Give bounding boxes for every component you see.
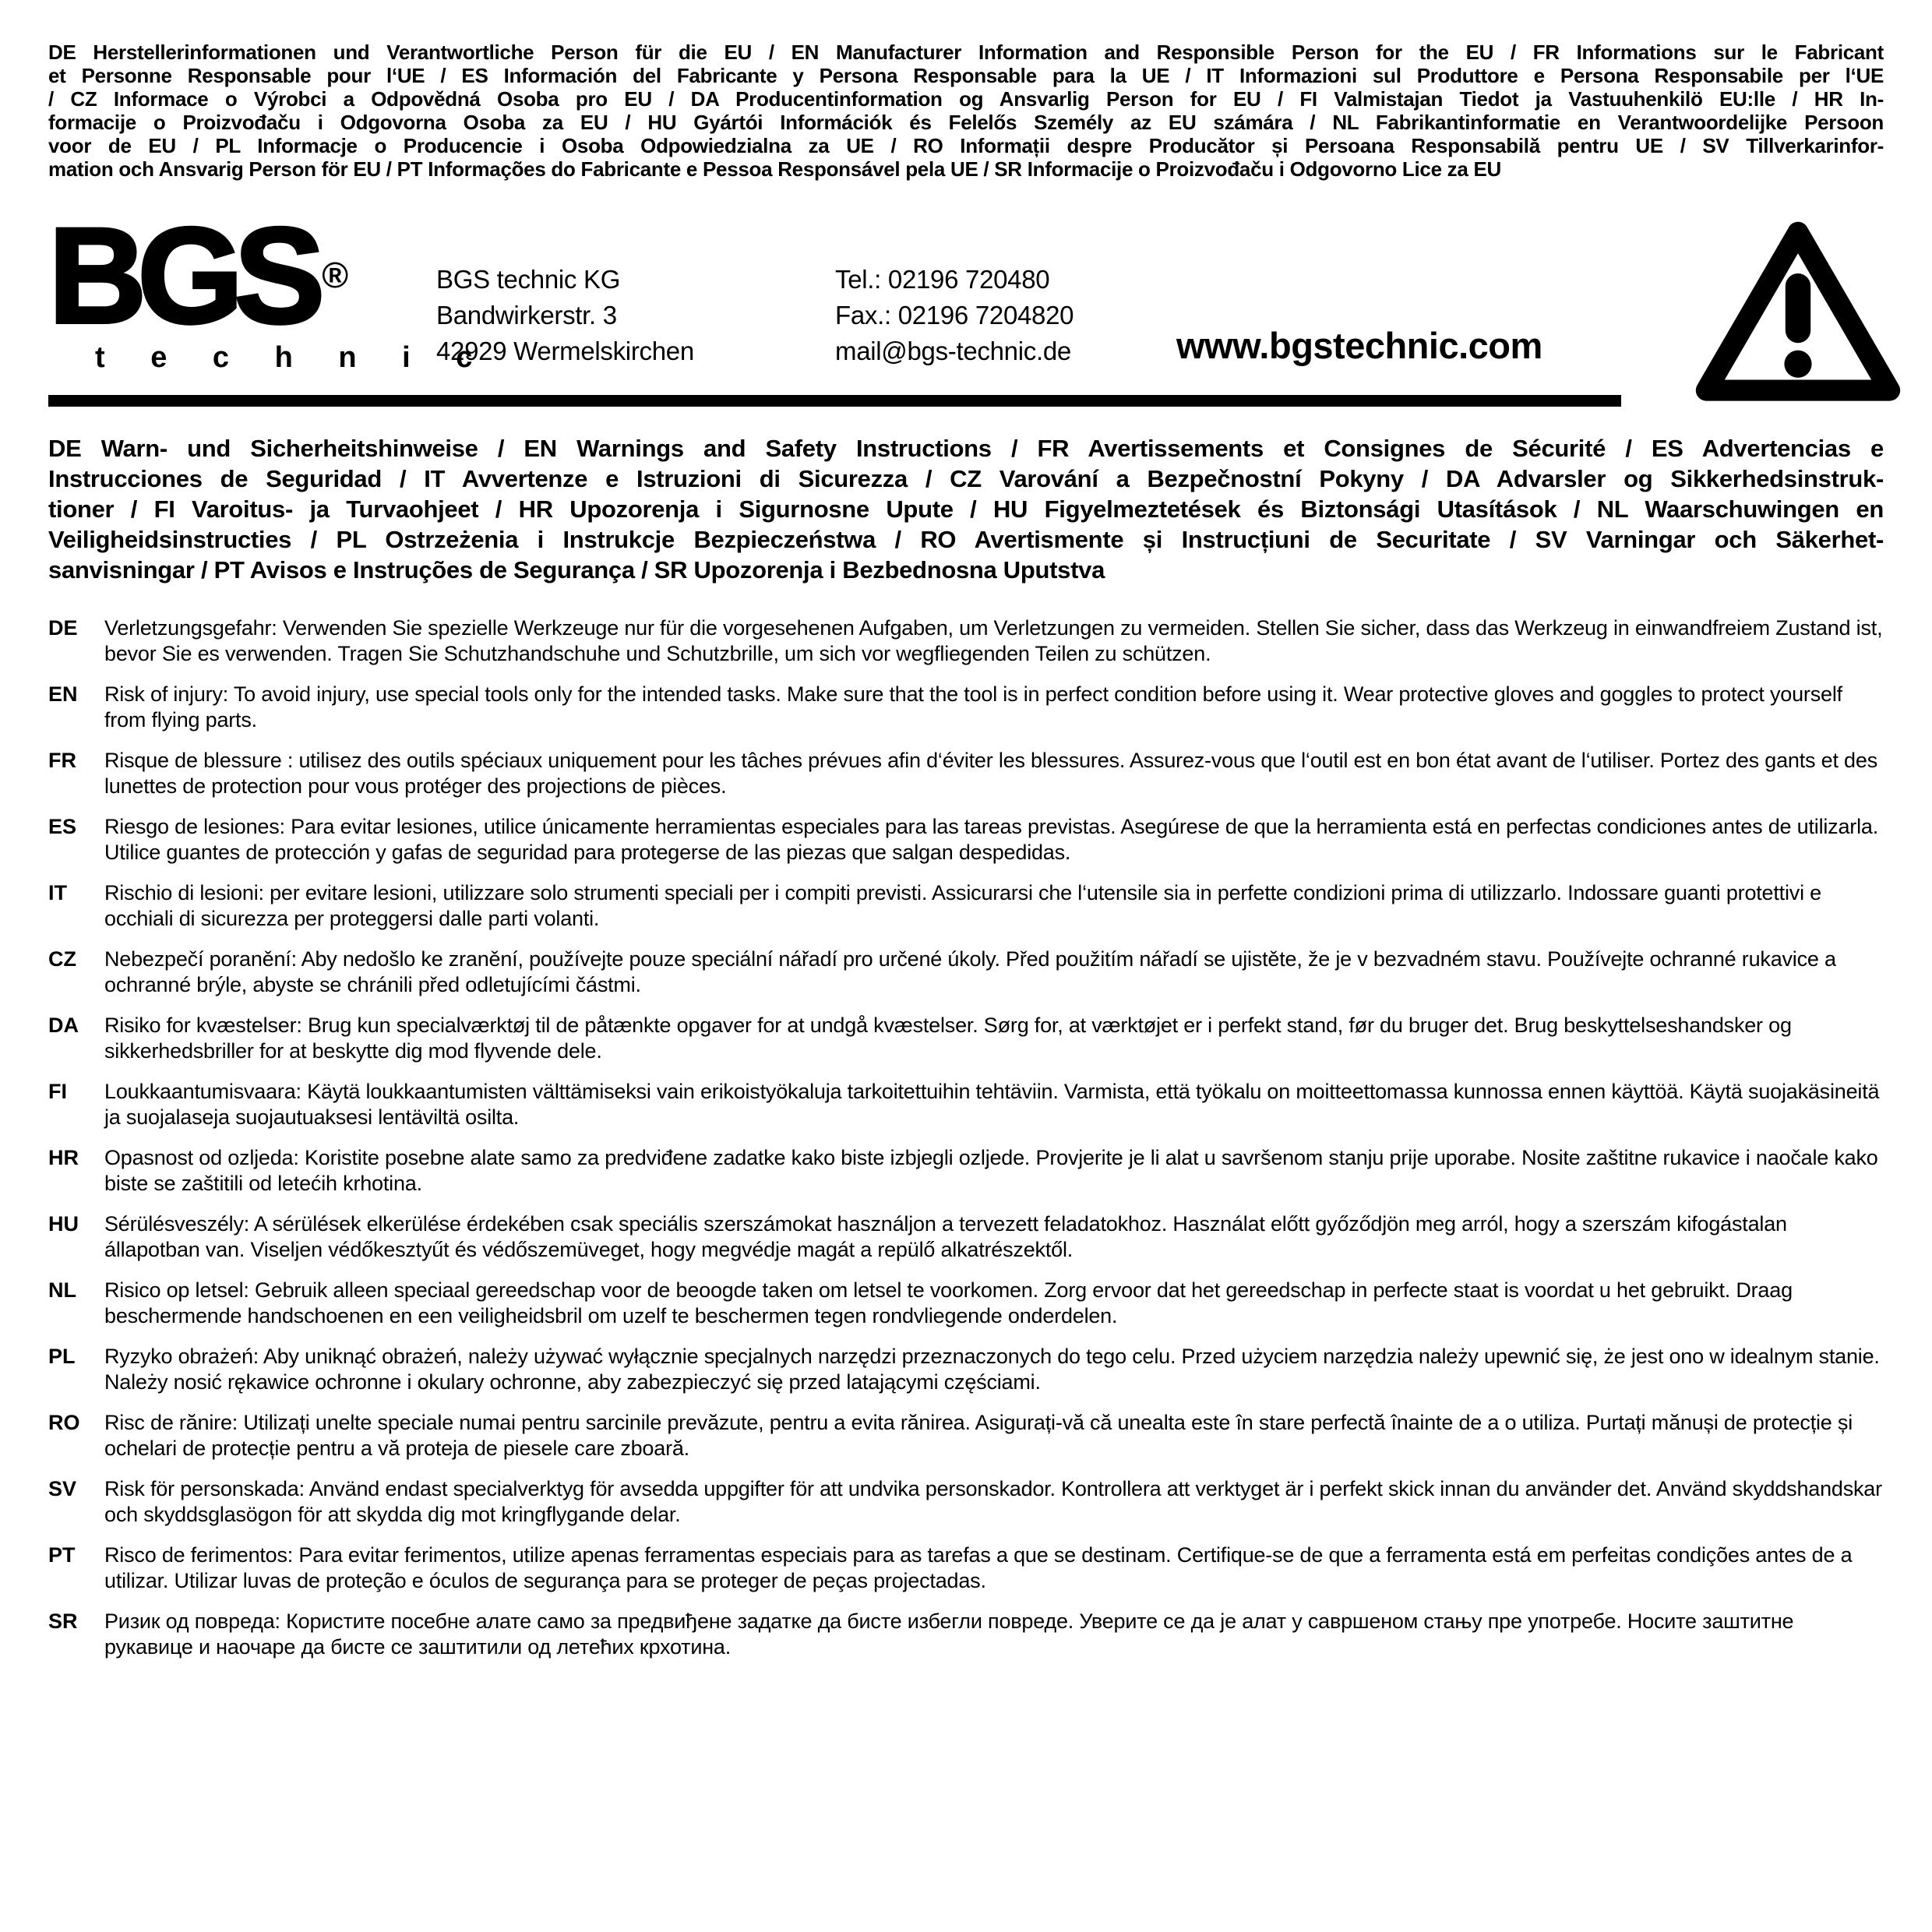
warning-item [48,1278,1884,1329]
website-url: www.bgstechnic.com [1176,325,1542,366]
language-code: IT [48,881,67,904]
warnings-header [48,433,1884,585]
warning-text: Risco de ferimentos: Para evitar ferimentos, utilize apenas ferramentas especiais para as tarefas a que se destinam. Certifique-se de que a ferramenta está em perfeitas condições antes de a utilizar. Utilizar luvas de proteção e óculos de segurança para se proteger de peças projectadas. [104,1543,1853,1592]
warning-text: Risiko for kvæstelser: Brug kun specialværktøj til de påtænkte opgaver for at undgå kvæstelser. Sørg for, at værktøjet er i perfekt stand, før du bruger det. Brug beskyttelseshandsker og sikkerhedsbriller for at beskytte dig mod flyvende dele. [104,1014,1792,1063]
language-code: DA [48,1014,79,1037]
bgs-logo-text: BGS [48,200,316,352]
language-code: CZ [48,947,76,971]
email-address: mail@bgs-technic.de [835,337,1071,365]
warning-text: Sérülésveszély: A sérülések elkerülése érdekében csak speciális szerszámokat használjon a tervezett feladatokhoz. Használat előtt győződjön meg arról, hogy a szerszám kifogástalan állapotban van. Viseljen védőkesztyűt és védőszemüveget, hogy megvédje magát a repülő alkatrészektől. [104,1212,1787,1261]
warnings-header-line: sanvisningar / PT Avisos e Instruções de Segurança / SR Upozorenja i Bezbednosna Uputstva [48,556,1105,583]
warning-item [48,1609,1884,1660]
language-code: ES [48,815,77,838]
warning-triangle-icon [1692,220,1904,405]
warning-text: Verletzungsgefahr: Verwenden Sie spezielle Werkzeuge nur für die vorgesehenen Aufgaben, um Verletzungen zu vermeiden. Stellen Sie sicher, dass das Werkzeug in einwandfreiem Zustand ist, bevor Sie es verwenden. Tragen Sie Schutzhandschuhe und Schutzbrille, um sich vor wegfliegenden Teilen zu schützen. [104,616,1883,665]
warning-item [48,682,1884,733]
company-street: Bandwirkerstr. 3 [436,301,617,330]
warning-item [48,1079,1884,1130]
company-city: 42929 Wermelskirchen [436,337,694,365]
warning-text: Ryzyko obrażeń: Aby uniknąć obrażeń, należy używać wyłącznie specjalnych narzędzi przeznaczonych do tego celu. Przed użyciem narzędzia należy upewnić się, że jest ono w idealnym stanie. Należy nosić rękawice ochronne i okulary ochronne, aby zabezpieczyć się przed latającymi częściami. [104,1345,1880,1394]
warning-item [48,615,1884,667]
warning-text: Riesgo de lesiones: Para evitar lesiones, utilice únicamente herramientas especiales para las tareas previstas. Asegúrese de que la herramienta está en perfectas condiciones antes de utilizarla. Utilice guantes de protección y gafas de seguridad para protegerse de las piezas que salgan despedidas. [104,815,1878,864]
language-code: FR [48,749,76,772]
language-code: HR [48,1146,79,1169]
warnings-header-line: Instrucciones de Seguridad / IT Avvertenze e Istruzioni di Sicurezza / CZ Varování a Bezpečnostní Pokyny / DA Advarsler og Sikkerhedsinstruk- [48,465,1884,492]
warning-item [48,1211,1884,1263]
bgs-logo-subtext: t e c h n i c [95,341,492,374]
brand-row [48,200,1884,384]
phone-number: Tel.: 02196 720480 [835,265,1050,294]
manufacturer-header-line: voor de EU / PL Informacje o Producencie i Osoba Odpowiedzialna za UE / RO Informații despre Producător și Persoana Responsabilă pentru UE / SV Tillverkarinfor- [48,134,1884,157]
warning-text: Risk för personskada: Använd endast specialverktyg för avsedda uppgifter för att undvika personskador. Kontrollera att verktyget är i perfekt skick innan du använder det. Använd skyddshandskar och skyddsglasögon för att skydda dig mot kringflygande delar. [104,1477,1882,1526]
manufacturer-header-line: mation och Ansvarig Person för EU / PT Informações do Fabricante e Pessoa Responsável pela UE / SR Informacije o Proizvođaču i Odgovorno Lice za EU [48,157,1501,181]
warning-text: Loukkaantumisvaara: Käytä loukkaantumisten välttämiseksi vain erikoistyökaluja tarkoitettuihin tehtäviin. Varmista, että työkalu on moitteettomassa kunnossa ennen käyttöä. Käytä suojakäsineitä ja suojalaseja suojautuaksesi lentäviltä osilta. [104,1080,1880,1129]
company-name: BGS technic KG [436,265,621,294]
bgs-logo-wordmark [48,200,360,352]
warning-item [48,880,1884,932]
warning-item [48,814,1884,866]
warning-text: Risk of injury: To avoid injury, use special tools only for the intended tasks. Make sure that the tool is in perfect condition before using it. Wear protective gloves and goggles to protect yourself from flying parts. [104,682,1842,732]
manufacturer-header-line: / CZ Informace o Výrobci a Odpovědná Osoba pro EU / DA Producentinformation og Ansvarlig Person for EU / FI Valmistajan Tiedot ja Vastuuhenkilö EU:lle / HR In- [48,87,1884,111]
company-address [436,262,694,369]
manufacturer-header [48,41,1884,181]
warning-text: Risque de blessure : utilisez des outils spéciaux uniquement pour les tâches prévues afin d‘éviter les blessures. Assurez-vous que l‘outil est en bon état avant de l‘utiliser. Portez des gants et des lunettes de protection pour vous protéger des projections de pièces. [104,749,1877,798]
warning-text: Risico op letsel: Gebruik alleen speciaal gereedschap voor de beoogde taken om letsel te voorkomen. Zorg ervoor dat het gereedschap in perfecte staat is voordat u het gebruikt. Draag beschermende handschoenen en een veiligheidsbril om uzelf te beschermen tegen rondvliegende onderdelen. [104,1278,1793,1327]
language-code: EN [48,682,78,706]
warning-item [48,947,1884,998]
divider-rule [48,395,1621,407]
registered-trademark-icon: ® [322,255,349,295]
language-code: RO [48,1411,80,1434]
language-code: SR [48,1609,78,1633]
manufacturer-header-line: DE Herstellerinformationen und Verantwortliche Person für die EU / EN Manufacturer Information and Responsible Person for the EU / FR Informations sur le Fabricant [48,41,1884,64]
warning-text: Nebezpečí poranění: Aby nedošlo ke zranění, používejte pouze speciální nářadí pro určené úkoly. Před použitím nářadí se ujistěte, že je v bezvadném stavu. Používejte ochranné rukavice a ochranné brýle, abyste se chránili před odletujícími částmi. [104,947,1836,996]
manufacturer-header-line: et Personne Responsable pour l‘UE / ES Información del Fabricante y Persona Responsable para la UE / IT Informazioni sul Produttore e Persona Responsabile per l‘UE [48,64,1884,87]
warning-text: Opasnost od ozljeda: Koristite posebne alate samo za predviđene zadatke kako biste izbjegli ozljede. Provjerite je li alat u savršenom stanju prije uporabe. Nosite zaštitne rukavice i naočale kako biste se zaštitili od letećih krhotina. [104,1146,1878,1195]
warning-item [48,1145,1884,1197]
company-contact [835,262,1074,369]
warning-item [48,748,1884,799]
language-code: PT [48,1543,76,1567]
language-code: SV [48,1477,77,1500]
fax-number: Fax.: 02196 7204820 [835,301,1074,330]
warnings-header-line: DE Warn- und Sicherheitshinweise / EN Warnings and Safety Instructions / FR Avertissements et Consignes de Sécurité / ES Advertencias e [48,435,1884,462]
warning-item [48,1476,1884,1528]
warnings-header-line: tioner / FI Varoitus- ja Turvaohjeet / HR Upozorenja i Sigurnosne Upute / HU Figyelmeztetések és Biztonsági Utasítások / NL Waarschuwingen en [48,495,1884,523]
warnings-list [48,615,1884,1660]
warning-text: Ризик од повреда: Користите посебне алате само за предвиђене задатке да бисте избегли повреде. Уверите се да је алат у савршеном стању пре употребе. Носите заштитне рукавице и наочаре да бисте се заштитили од летећих крхотина. [104,1609,1794,1659]
warning-item [48,1410,1884,1461]
language-code: DE [48,616,78,640]
bgs-logo [48,200,492,375]
warning-text: Rischio di lesioni: per evitare lesioni, utilizzare solo strumenti speciali per i compiti previsti. Assicurarsi che l‘utensile sia in perfette condizioni prima di utilizzarlo. Indossare guanti protettivi e occhiali di sicurezza per proteggersi dalle parti volanti. [104,881,1821,930]
warning-item [48,1344,1884,1395]
language-code: FI [48,1080,67,1103]
warning-item [48,1013,1884,1064]
warning-item [48,1542,1884,1594]
language-code: HU [48,1212,79,1236]
warnings-header-line: Veiligheidsinstructies / PL Ostrzeżenia i Instrukcje Bezpieczeństwa / RO Avertismente și Instrucțiuni de Securitate / SV Varningar och Säkerhet- [48,526,1884,553]
language-code: PL [48,1345,76,1368]
warning-text: Risc de rănire: Utilizați unelte speciale numai pentru sarcinile prevăzute, pentru a evita rănirea. Asigurați-vă că unealta este în stare perfectă înainte de a o utiliza. Purtați mănuși de protecție și ochelari de protecție pentru a vă proteja de piesele care zboară. [104,1411,1853,1460]
manufacturer-header-line: formacije o Proizvođaču i Odgovorna Osoba za EU / HU Gyártói Információk és Felelős Személy az EU számára / NL Fabrikantinformatie en Verantwoordelijke Persoon [48,111,1884,134]
language-code: NL [48,1278,76,1302]
